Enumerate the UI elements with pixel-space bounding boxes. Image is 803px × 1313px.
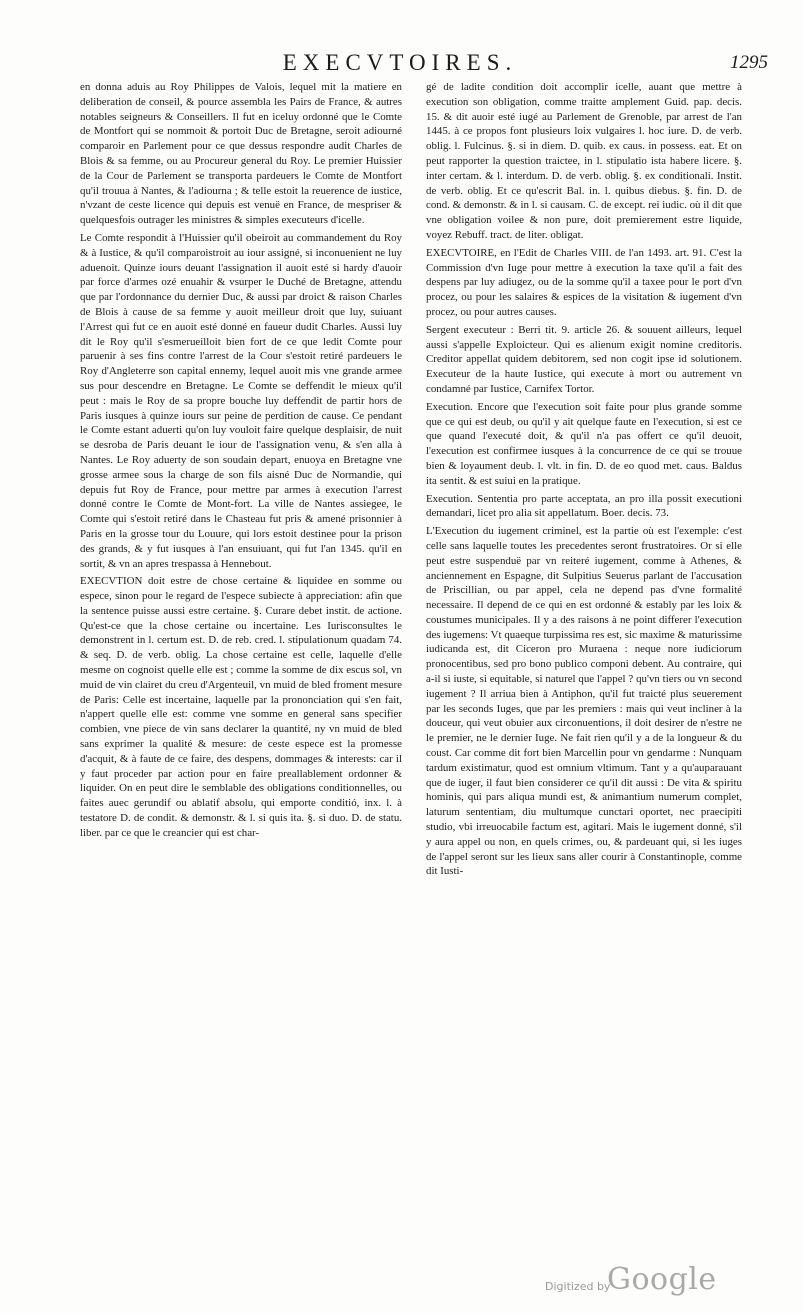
- left-paragraph-1: en donna aduis au Roy Philippes de Valois, lequel mit la matiere en deliberation de conseil, & pource assembla les Pairs de France, & autres notables seigneurs & Conseillers. Il fut en iceluy ordonné que le Comte de Montfort qui se nommoit & portoit Duc de Bretagne, seroit adiourné comparoir en Parlement pour ce que dessus respondre audit Charles de Blois & sa femme, ou au Procureur general du Roy. Le premier Huissier de la Cour de Parlement se transporta pardeuers le Comte de Montfort qu'il trouua à Nantes, & l'adiourna ; & telle estoit la reuerence de iustice, n'vzant de ceste licence qui depuis est venuë en France, de mespriser & quelquesfois outrager les ministres & simples executeurs d'icelle.: [80, 81, 402, 227]
- right-paragraph-4: Execution. Encore que l'execution soit faite pour plus grande somme que ce qui est deub, ou qu'il y ait quelque faute en l'execution, si est ce que quand l'executé doit, & qu'il n'a pas offert ce qu'il deuoit, l'execution est confirmee iusques à la concurrence de ce qui se trouue bien & loyaument deub. l. vlt. in fin. D. de eo quod met. caus. Baldus ita sentit. & est suiui en la pratique.: [426, 400, 742, 487]
- left-paragraph-2: Le Comte respondit à l'Huissier qu'il obeiroit au commandement du Roy & à Iustice, & qu'il comparoistroit au iour assigné, si inconuenient ne luy aduenoit. Quinze iours deuant l'assignation il auoit esté si hardy d'auoir par force d'armes ozé enuahir & vsurper le Duché de Bretagne, attendu que par l'ordonnance du dernier Duc, & aussi par droict & raison Charles de Blois à cause de sa femme y auoit meilleur droit que luy, suiuant l'Arrest qui fut ce en auoit esté donné en faueur dudit Charles. Aussi luy dit le Roy qu'il s'esmerueilloit bien fort de ce que ledit Comte pour paruenir à ses fins contre l'arrest de la Cour s'estoit retiré pardeuers le Roy d'Angleterre son capital ennemy, lequel auoit mis vne grande armee sus pour descendre en Bretagne. Le Comte se deffendit le mieux qu'il peut : mais le Roy de sa propre bouche luy deffendit de partir hors de Paris iusques à quinze iours sur peine de perdition de cause. Ce pendant le Comte estant aduerti qu'on luy vouloit faire quelque desplaisir, de nuit se desroba de Paris deuant le iour de l'assignation venu, & s'en alla à Nantes. Le Roy aduerty de son soudain depart, enuoya en Bretagne vne grosse armee sous la charge de son fils aisné Duc de Normandie, qui depuis fut Roy de France, pour mettre par armes à execution l'arrest donné contre le Comte de Mont-fort. La ville de Nantes assiegee, le Comte qui s'estoit retiré dans le Chasteau fut pris & amené prisonnier à Paris en la grosse tour du Louure, qui lors estoit destinee pour la prison des grands, & y fut iusques à l'an ensuiuant, qui fut l'an 1345. qu'il en sortit, & vn an apres trespassa à Hennebout.: [80, 231, 402, 570]
- left-paragraph-3: EXECVTION doit estre de chose certaine & liquidee en somme ou espece, sinon pour le regard de l'espece subiecte à appreciation: afin que la sentence puisse aussi estre certaine. §. Curare debet instit. de actione. Qu'est-ce que la chose certaine ou incertaine. Les Iurisconsultes le demonstrent in l. certum est. D. de reb. cred. l. stipulationum quadam 74. & seq. D. de verb. oblig. La chose certaine est celle, laquelle d'elle mesme on cognoist quelle elle est ; comme la somme de dix escus sol, vn muid de vin clairet du creu d'Argenteuil, vn muid de bled froment mesure de Paris: Celle est incertaine, laquelle par la prononciation qui s'en fait, n'appert quelle elle est: comme vne somme en general sans specifier combien, vne piece de vin sans declarer la quantité, ny vn muid de bled sans exprimer la qualité & mesure: de ceste espece est la promesse d'acquit, & à faute de ce faire, des despens, dommages & interests: car il y faut proceder par action pour en faire preallablement ordonner & liquider. On en peut dire le semblable des obligations conditionnelles, ou faites auec gerundif ou ablatif absolu, qui emporte conditió, inx. l. à testatore D. de condit. & demonstr. & l. si quis ita. §. si duo. D. de statu. liber. par ce que le creancier qui est char-: [80, 575, 402, 839]
- google-logo: Google: [607, 1262, 717, 1297]
- right-column: [426, 80, 742, 882]
- right-paragraph-1: gé de ladite condition doit accomplir icelle, auant que mettre à execution son obligation, comme traitte amplement Guid. pap. decis. 15. & dit auoir esté iugé au Parlement de Grenoble, par arrest de l'an 1445. à ce propos font plusieurs loix vulgaires l. hoc iure. D. de verb. oblig. l. Fulcinus. §. si in diem. D. quib. ex caus. in possess. eat. Et on peut rapporter la question traictee, in l. stipulatio ista habere licere. §. inter certam. & l. interdum. D. de verb. oblig. §. ex conditionali. Instit. de verb. oblig. Et ce qu'escrit Bal. in. l. quibus diebus. §. fin. D. de cond. & demonstr. & in l. si causam. C. de except. rei iudic. où il dit que vne obligation voilee & non pure, doit premierement estre liquide, voyez Rebuff. tract. de liter. obligat.: [426, 81, 742, 241]
- page-title: EXECVTOIRES.: [282, 50, 518, 75]
- running-head: [0, 44, 803, 84]
- digitized-watermark: [545, 1262, 755, 1302]
- right-paragraph-5: Execution. Sententia pro parte acceptata, an pro illa possit executioni demandari, licet pro alia sit appellatum. Boer. decis. 73.: [426, 492, 742, 520]
- right-paragraph-6: L'Execution du iugement criminel, est la partie où est l'exemple: c'est celle sans laquelle toutes les precedentes seront frustratoires. Or si elle peut estre suspenduë par vn reiteré iugement, comme à Athenes, & anciennement en Espagne, dit Sulpitius Seuerus parlant de l'accusation de Priscillian, ou par appel, cela ne depend pas d'vne formalité necessaire. Il depend de ce qui en est ordonné & estably par les loix & coustumes municipales. Il y a des raisons à ne point differer l'execution des iugemens: Vt quaeque turpissima res est, sic maxime & maturissime iudicanda est, dit Ciceron pro Muraena : neque nore iudiciorum pronocentibus, sed pro bono publico componi debent. Au contraire, qui a-il si iuste, si equitable, si naturel que l'appel ? qu'vn tiers ou vn second iugement ? Il arriua bien à Antiphon, qu'il fut traicté plus seuerement par les seconds Iuges, que par les premiers : mais qui veut incliner à la douceur, qui veut obuier aux circonuentions, il doit desirer de n'estre ne le premier, ne le dernier Iuge. Ne fait rien qu'il y a de la longueur & du coust. Car comme dit fort bien Marcellin pour vn gendarme : Nunquam tardum existimatur, quod est omnium vltimum. Tant y a qu'auparauant que de iuger, il faut bien considerer ce qu'il dit aussi : De vita & spiritu hominis, qui pars aliqua mundi est, & animantium numerum complet, laturum sententiam, diu multumque cunctari oportet, nec praecipiti studio, vbi irreuocabile factum est, agitari. Mais le iugement donné, s'il y aura appel ou non, en quels crimes, ou, & pardeuant qui, si les iuges de l'appel seront sur les lieux sans aller courir à Constantinople, comme dit Iusti-: [426, 525, 742, 878]
- watermark-prefix: Digitized by: [545, 1280, 611, 1293]
- left-column: [80, 80, 402, 844]
- right-paragraph-3: Sergent executeur : Berri tit. 9. article 26. & souuent ailleurs, lequel aussi s'appelle Exploicteur. Qui es alienum exigit nomine creditoris. Creditor appellat quidem debitorem, sed non cogit ipse id solutionem. Executeur de la haute Iustice, qui execute à mort ou autrement vn condamné par Iustice, Carnifex Tortor.: [426, 323, 742, 395]
- page-number: 1295: [730, 52, 768, 73]
- right-paragraph-2: EXECVTOIRE, en l'Edit de Charles VIII. de l'an 1493. art. 91. C'est la Commission d'vn Iuge pour mettre à execution la taxe qu'il a fait des despens par luy adiugez, ou de la somme qu'il a taxee pour le port d'vn procez, ou pour les salaires & espices de la visitation & iugement d'vn procez, ou pour autres causes.: [426, 246, 742, 318]
